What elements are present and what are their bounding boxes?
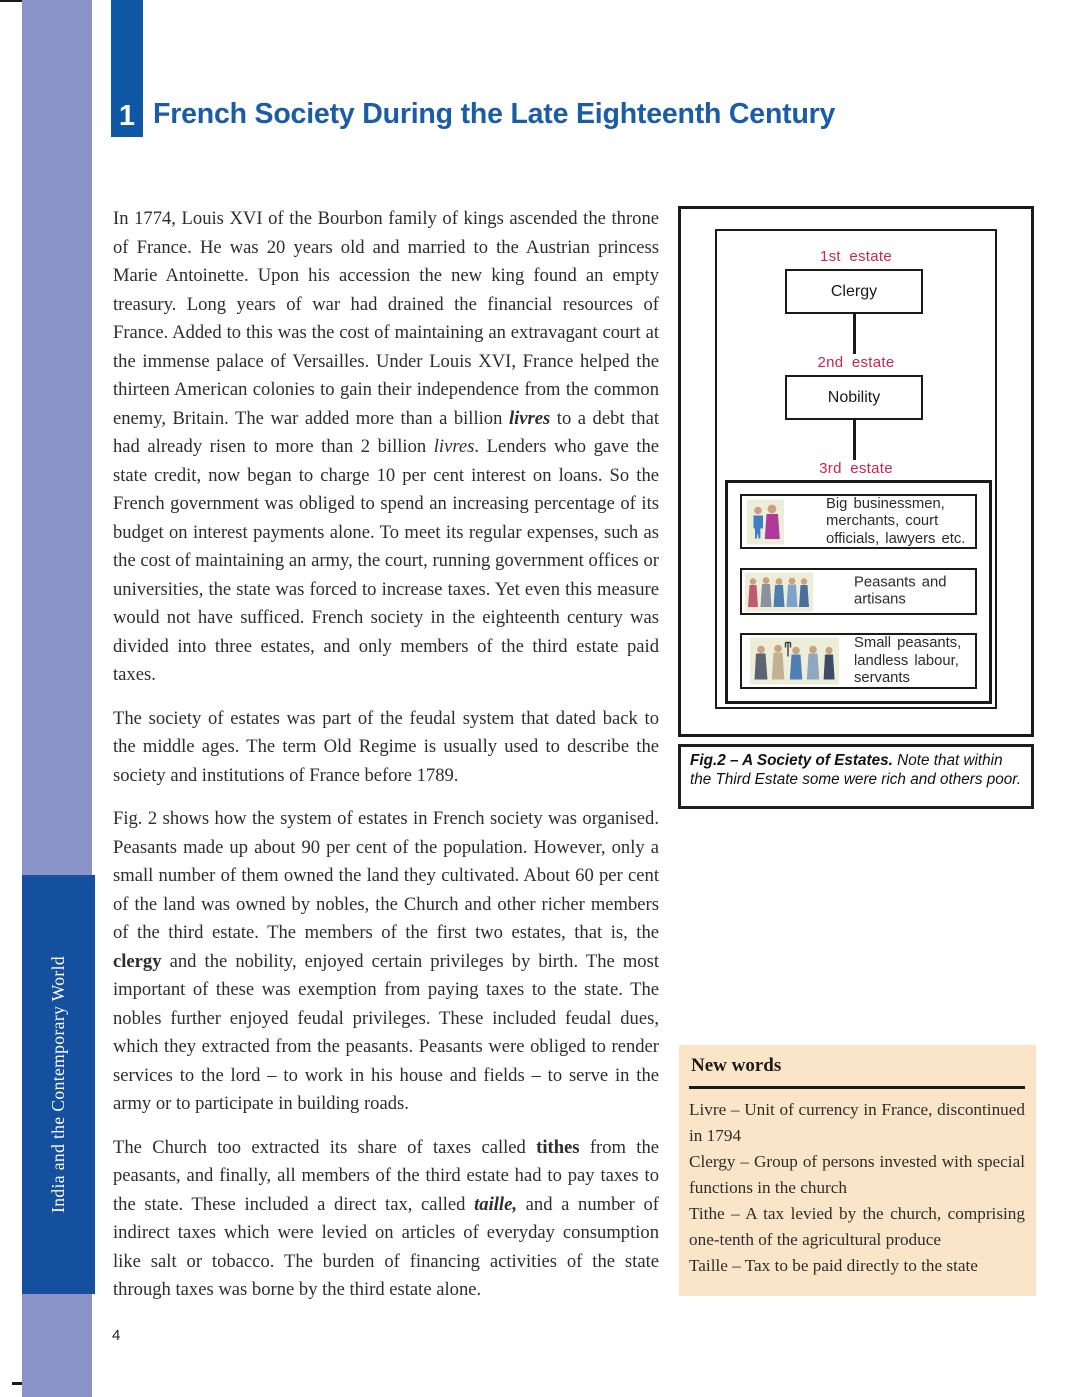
third-estate-row-businessmen [740, 494, 977, 549]
crop-mark-top [0, 0, 23, 2]
connector-line-1 [853, 314, 856, 354]
paragraph-4: The Church too extracted its share of taxes called tithes from the peasants, and finally, all members of the third estate had to pay taxes to the state. These included a direct tax, called taille, and a number of indirect taxes which were levied on articles of everyday consumption like salt or tobacco. The burden of financing activities of the state through taxes was borne by the third estate alone. [113, 1136, 659, 1300]
new-words-entry-livre: Livre – Unit of currency in France, discontinued in 1794 [689, 1099, 1025, 1145]
third-estate-row-peasants-artisans [740, 568, 977, 615]
caption-note: Note that within the Third Estate some were rich and others poor. [690, 752, 1022, 789]
chapter-number-bar [111, 0, 143, 137]
label-2nd-estate: 2nd estate [817, 354, 895, 371]
small-peasants-illustration [750, 638, 839, 685]
paragraph-1: In 1774, Louis XVI of the Bourbon family of kings ascended the throne of France. He was 20 years old and married to the Austrian princess Marie Antoinette. Upon his accession the new king found an empty treasury. Long years of war had drained the financial resources of France. Added to this was the cost of maintaining an extravagant court at the immense palace of Versailles. Under Louis XVI, France helped the thirteen American colonies to gain their independence from the common enemy, Britain. The war added more than a billion livres to a debt that had already risen to more than 2 billion livres. Lenders who gave the state credit, now began to charge 10 per cent interest on loans. So the French government was obliged to spend an increasing percentage of its budget on interest payments alone. To meet its regular expenses, such as the cost of maintaining an army, the court, running government offices or universities, the state was forced to increase taxes. Yet even this measure would not have sufficed. French society in the eighteenth century was divided into three estates, and only members of the third estate paid taxes. [113, 208, 660, 685]
figure-estates-diagram [678, 206, 1034, 737]
body-text-column [113, 205, 659, 1320]
new-words-entry-clergy: Clergy – Group of persons invested with special functions in the church [689, 1151, 1025, 1197]
third-estate-box [725, 480, 992, 704]
label-3rd-estate: 3rd estate [819, 460, 893, 477]
new-words-entry-taille: Taille – Tax to be paid directly to the state [689, 1255, 978, 1275]
book-series-title: India and the Contemporary World [48, 956, 68, 1213]
peasants-artisans-illustration [745, 572, 813, 611]
label-1st-estate: 1st estate [819, 248, 893, 265]
chapter-number: 1 [118, 100, 136, 132]
new-words-box [679, 1045, 1036, 1296]
book-series-banner [22, 875, 95, 1294]
paragraph-3: Fig. 2 shows how the system of estates in French society was organised. Peasants made up about 90 per cent of the population. However, only a small number of them owned the land they cultivated. About 60 per cent of the land was owned by nobles, the Church and other richer members of the third estate. The members of the first two estates, that is, the clergy and the nobility, enjoyed certain privileges by birth. The most important of these was exemption from paying taxes to the state. The nobles further enjoyed feudal privileges. These included feudal dues, which they extracted from the peasants. Peasants were obliged to render services to the lord – to work in his house and fields – to serve in the army or to participate in building roads. [113, 808, 659, 1114]
new-words-divider [689, 1086, 1025, 1089]
new-words-entry-tithe: Tithe – A tax levied by the church, comprising one-tenth of the agricultural produce [689, 1203, 1025, 1249]
row-label: Small peasants, landless labour, servants [854, 634, 962, 686]
clergy-node: Clergy [785, 269, 923, 314]
diagram-inner-frame [715, 229, 997, 709]
figure-caption [678, 744, 1034, 809]
chapter-title: French Society During the Late Eighteenth Century [153, 98, 836, 130]
new-words-heading: New words [691, 1055, 782, 1076]
businessmen-illustration [747, 499, 784, 544]
third-estate-row-small-peasants [740, 633, 977, 689]
row-label: Peasants and artisans [854, 574, 947, 608]
caption-title: Fig.2 – A Society of Estates. [690, 752, 893, 769]
connector-line-2 [853, 420, 856, 460]
row-label: Big businessmen, merchants, court officials, lawyers etc. [826, 495, 966, 547]
page-number: 4 [112, 1327, 121, 1344]
paragraph-2: The society of estates was part of the feudal system that dated back to the middle ages. The term Old Regime is usually used to describe the society and institutions of France before 1789. [113, 707, 659, 786]
nobility-node: Nobility [785, 375, 923, 420]
